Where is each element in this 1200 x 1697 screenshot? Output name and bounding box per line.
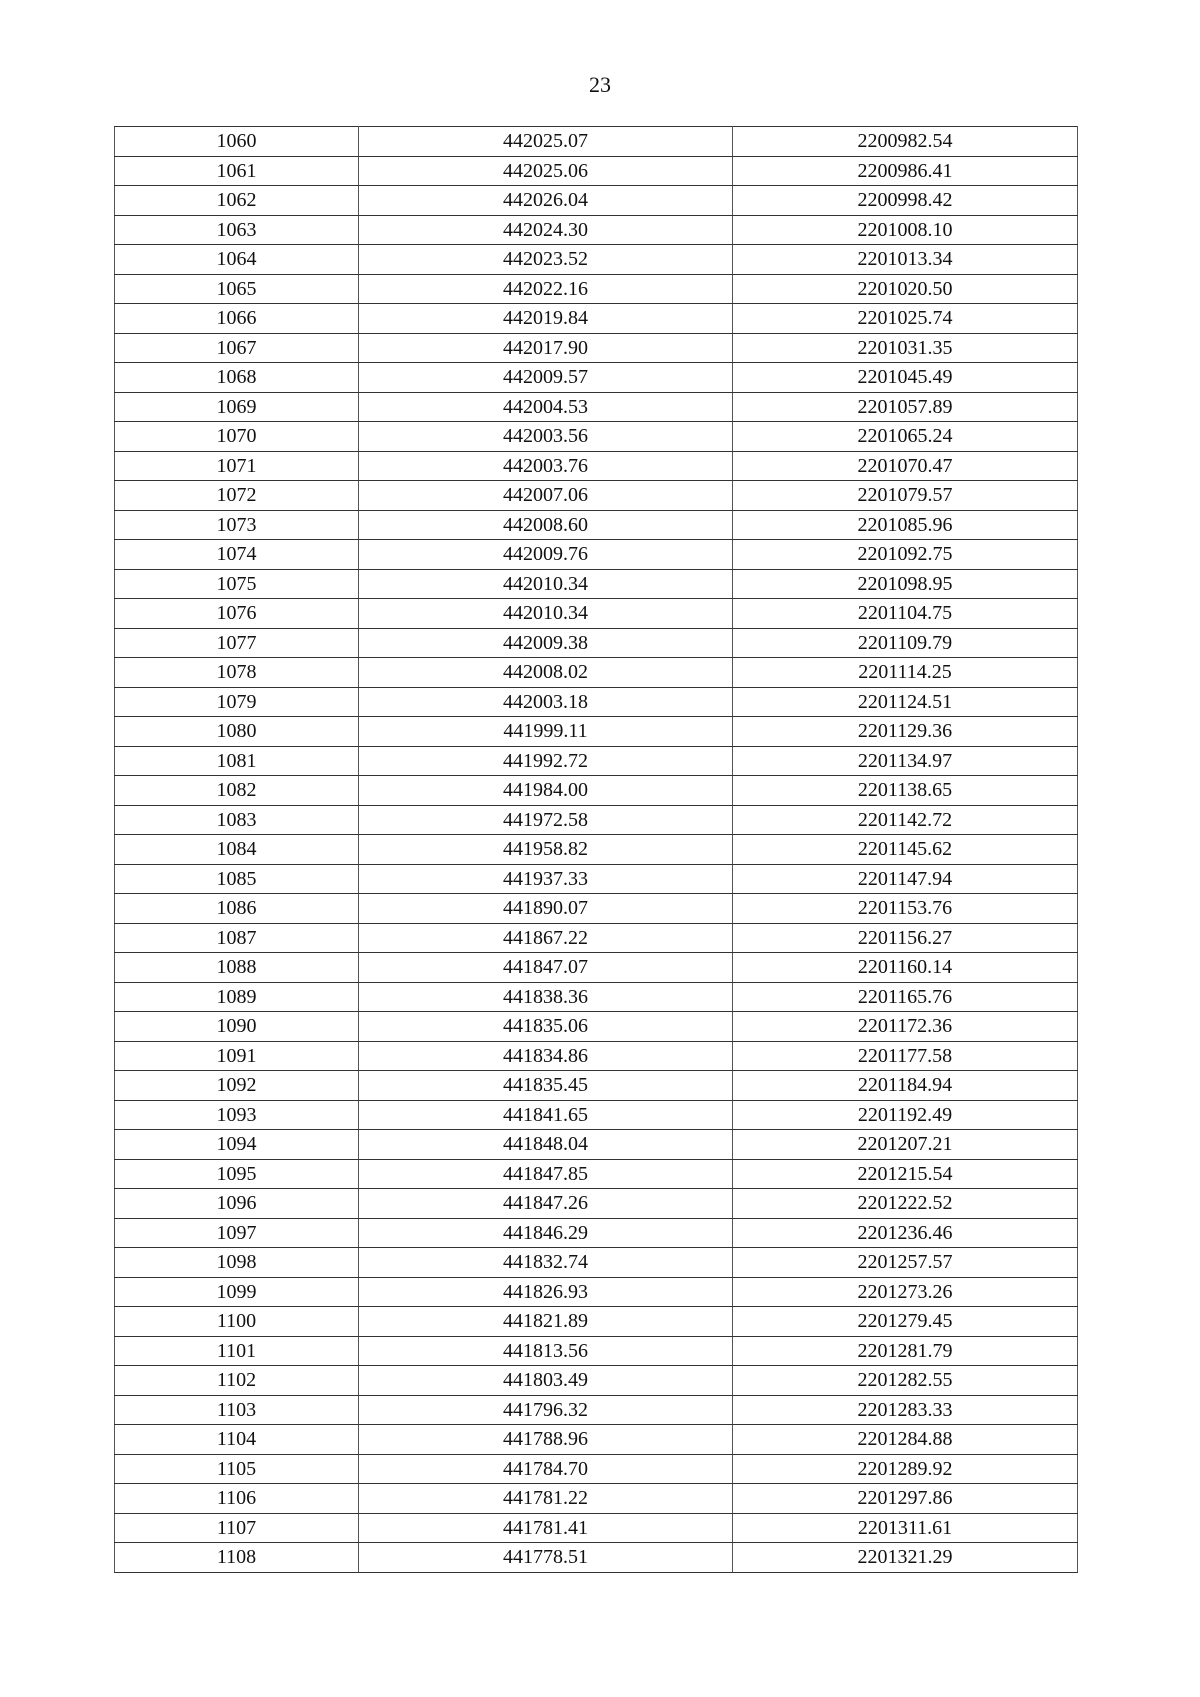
x-coordinate-cell: 441847.26 [359, 1189, 733, 1219]
point-number-cell: 1081 [115, 746, 359, 776]
point-number-cell: 1104 [115, 1425, 359, 1455]
table-row [115, 333, 1078, 363]
table-row [115, 1366, 1078, 1396]
table-row [115, 1543, 1078, 1573]
point-number-cell: 1068 [115, 363, 359, 393]
table-row [115, 746, 1078, 776]
y-coordinate-cell: 2201192.49 [733, 1100, 1078, 1130]
point-number-cell: 1084 [115, 835, 359, 865]
table-row [115, 1307, 1078, 1337]
x-coordinate-cell: 441788.96 [359, 1425, 733, 1455]
table-row [115, 776, 1078, 806]
y-coordinate-cell: 2201283.33 [733, 1395, 1078, 1425]
y-coordinate-cell: 2200982.54 [733, 127, 1078, 157]
y-coordinate-cell: 2201079.57 [733, 481, 1078, 511]
x-coordinate-cell: 441848.04 [359, 1130, 733, 1160]
y-coordinate-cell: 2201257.57 [733, 1248, 1078, 1278]
table-row [115, 1071, 1078, 1101]
y-coordinate-cell: 2201147.94 [733, 864, 1078, 894]
x-coordinate-cell: 442017.90 [359, 333, 733, 363]
point-number-cell: 1079 [115, 687, 359, 717]
y-coordinate-cell: 2201124.51 [733, 687, 1078, 717]
x-coordinate-cell: 442026.04 [359, 186, 733, 216]
table-row [115, 599, 1078, 629]
y-coordinate-cell: 2201065.24 [733, 422, 1078, 452]
point-number-cell: 1062 [115, 186, 359, 216]
y-coordinate-cell: 2201282.55 [733, 1366, 1078, 1396]
table-row [115, 835, 1078, 865]
x-coordinate-cell: 442019.84 [359, 304, 733, 334]
table-row [115, 392, 1078, 422]
table-row [115, 658, 1078, 688]
x-coordinate-cell: 442009.76 [359, 540, 733, 570]
point-number-cell: 1085 [115, 864, 359, 894]
point-number-cell: 1090 [115, 1012, 359, 1042]
table-row [115, 1336, 1078, 1366]
table-row [115, 1513, 1078, 1543]
x-coordinate-cell: 441846.29 [359, 1218, 733, 1248]
point-number-cell: 1100 [115, 1307, 359, 1337]
coordinates-table [114, 126, 1078, 1573]
x-coordinate-cell: 441778.51 [359, 1543, 733, 1573]
table-row [115, 953, 1078, 983]
y-coordinate-cell: 2201142.72 [733, 805, 1078, 835]
y-coordinate-cell: 2201013.34 [733, 245, 1078, 275]
x-coordinate-cell: 441972.58 [359, 805, 733, 835]
table-row [115, 1395, 1078, 1425]
table-row [115, 186, 1078, 216]
x-coordinate-cell: 441781.41 [359, 1513, 733, 1543]
x-coordinate-cell: 442003.56 [359, 422, 733, 452]
y-coordinate-cell: 2201289.92 [733, 1454, 1078, 1484]
table-row [115, 805, 1078, 835]
point-number-cell: 1103 [115, 1395, 359, 1425]
table-row [115, 1159, 1078, 1189]
point-number-cell: 1094 [115, 1130, 359, 1160]
point-number-cell: 1097 [115, 1218, 359, 1248]
point-number-cell: 1091 [115, 1041, 359, 1071]
y-coordinate-cell: 2201160.14 [733, 953, 1078, 983]
table-row [115, 1454, 1078, 1484]
point-number-cell: 1069 [115, 392, 359, 422]
point-number-cell: 1075 [115, 569, 359, 599]
x-coordinate-cell: 441826.93 [359, 1277, 733, 1307]
table-row [115, 864, 1078, 894]
x-coordinate-cell: 441958.82 [359, 835, 733, 865]
point-number-cell: 1076 [115, 599, 359, 629]
y-coordinate-cell: 2201031.35 [733, 333, 1078, 363]
point-number-cell: 1066 [115, 304, 359, 334]
point-number-cell: 1092 [115, 1071, 359, 1101]
y-coordinate-cell: 2201045.49 [733, 363, 1078, 393]
point-number-cell: 1098 [115, 1248, 359, 1278]
x-coordinate-cell: 441841.65 [359, 1100, 733, 1130]
x-coordinate-cell: 441835.45 [359, 1071, 733, 1101]
y-coordinate-cell: 2201134.97 [733, 746, 1078, 776]
y-coordinate-cell: 2201129.36 [733, 717, 1078, 747]
point-number-cell: 1072 [115, 481, 359, 511]
point-number-cell: 1099 [115, 1277, 359, 1307]
table-row [115, 304, 1078, 334]
y-coordinate-cell: 2201297.86 [733, 1484, 1078, 1514]
x-coordinate-cell: 441835.06 [359, 1012, 733, 1042]
x-coordinate-cell: 442025.06 [359, 156, 733, 186]
table-row [115, 1277, 1078, 1307]
point-number-cell: 1101 [115, 1336, 359, 1366]
table-row [115, 1218, 1078, 1248]
table-row [115, 422, 1078, 452]
x-coordinate-cell: 442003.76 [359, 451, 733, 481]
table-row [115, 510, 1078, 540]
x-coordinate-cell: 441890.07 [359, 894, 733, 924]
x-coordinate-cell: 442004.53 [359, 392, 733, 422]
point-number-cell: 1086 [115, 894, 359, 924]
table-row [115, 451, 1078, 481]
y-coordinate-cell: 2201098.95 [733, 569, 1078, 599]
x-coordinate-cell: 442009.57 [359, 363, 733, 393]
point-number-cell: 1071 [115, 451, 359, 481]
x-coordinate-cell: 441781.22 [359, 1484, 733, 1514]
y-coordinate-cell: 2201184.94 [733, 1071, 1078, 1101]
x-coordinate-cell: 441832.74 [359, 1248, 733, 1278]
y-coordinate-cell: 2201222.52 [733, 1189, 1078, 1219]
y-coordinate-cell: 2201284.88 [733, 1425, 1078, 1455]
point-number-cell: 1096 [115, 1189, 359, 1219]
x-coordinate-cell: 441813.56 [359, 1336, 733, 1366]
y-coordinate-cell: 2201104.75 [733, 599, 1078, 629]
x-coordinate-cell: 441992.72 [359, 746, 733, 776]
point-number-cell: 1089 [115, 982, 359, 1012]
x-coordinate-cell: 441784.70 [359, 1454, 733, 1484]
x-coordinate-cell: 441838.36 [359, 982, 733, 1012]
table-row [115, 481, 1078, 511]
table-row [115, 894, 1078, 924]
y-coordinate-cell: 2201114.25 [733, 658, 1078, 688]
x-coordinate-cell: 441984.00 [359, 776, 733, 806]
table-row [115, 1041, 1078, 1071]
point-number-cell: 1064 [115, 245, 359, 275]
table-row [115, 717, 1078, 747]
point-number-cell: 1095 [115, 1159, 359, 1189]
table-row [115, 156, 1078, 186]
y-coordinate-cell: 2201165.76 [733, 982, 1078, 1012]
point-number-cell: 1078 [115, 658, 359, 688]
x-coordinate-cell: 442023.52 [359, 245, 733, 275]
x-coordinate-cell: 441821.89 [359, 1307, 733, 1337]
table-row [115, 1425, 1078, 1455]
point-number-cell: 1088 [115, 953, 359, 983]
point-number-cell: 1093 [115, 1100, 359, 1130]
x-coordinate-cell: 441803.49 [359, 1366, 733, 1396]
y-coordinate-cell: 2201172.36 [733, 1012, 1078, 1042]
y-coordinate-cell: 2201215.54 [733, 1159, 1078, 1189]
table-row [115, 1130, 1078, 1160]
table-row [115, 274, 1078, 304]
x-coordinate-cell: 442007.06 [359, 481, 733, 511]
y-coordinate-cell: 2201177.58 [733, 1041, 1078, 1071]
y-coordinate-cell: 2201008.10 [733, 215, 1078, 245]
x-coordinate-cell: 442010.34 [359, 599, 733, 629]
x-coordinate-cell: 441999.11 [359, 717, 733, 747]
table-row [115, 1484, 1078, 1514]
y-coordinate-cell: 2201092.75 [733, 540, 1078, 570]
point-number-cell: 1107 [115, 1513, 359, 1543]
y-coordinate-cell: 2201207.21 [733, 1130, 1078, 1160]
point-number-cell: 1105 [115, 1454, 359, 1484]
x-coordinate-cell: 442003.18 [359, 687, 733, 717]
y-coordinate-cell: 2200998.42 [733, 186, 1078, 216]
page-number: 23 [589, 72, 611, 97]
point-number-cell: 1067 [115, 333, 359, 363]
x-coordinate-cell: 442009.38 [359, 628, 733, 658]
point-number-cell: 1106 [115, 1484, 359, 1514]
y-coordinate-cell: 2201020.50 [733, 274, 1078, 304]
x-coordinate-cell: 442024.30 [359, 215, 733, 245]
table-row [115, 245, 1078, 275]
y-coordinate-cell: 2201070.47 [733, 451, 1078, 481]
y-coordinate-cell: 2201057.89 [733, 392, 1078, 422]
y-coordinate-cell: 2201085.96 [733, 510, 1078, 540]
y-coordinate-cell: 2201273.26 [733, 1277, 1078, 1307]
x-coordinate-cell: 442025.07 [359, 127, 733, 157]
table-row [115, 982, 1078, 1012]
x-coordinate-cell: 441847.07 [359, 953, 733, 983]
point-number-cell: 1082 [115, 776, 359, 806]
y-coordinate-cell: 2201281.79 [733, 1336, 1078, 1366]
table-row [115, 628, 1078, 658]
x-coordinate-cell: 442008.02 [359, 658, 733, 688]
point-number-cell: 1070 [115, 422, 359, 452]
y-coordinate-cell: 2201156.27 [733, 923, 1078, 953]
x-coordinate-cell: 441867.22 [359, 923, 733, 953]
point-number-cell: 1073 [115, 510, 359, 540]
table-row [115, 215, 1078, 245]
y-coordinate-cell: 2201321.29 [733, 1543, 1078, 1573]
coordinates-table-body [115, 127, 1078, 1573]
table-row [115, 540, 1078, 570]
table-row [115, 923, 1078, 953]
x-coordinate-cell: 442008.60 [359, 510, 733, 540]
x-coordinate-cell: 441937.33 [359, 864, 733, 894]
x-coordinate-cell: 441847.85 [359, 1159, 733, 1189]
point-number-cell: 1061 [115, 156, 359, 186]
table-row [115, 1012, 1078, 1042]
y-coordinate-cell: 2200986.41 [733, 156, 1078, 186]
table-row [115, 569, 1078, 599]
point-number-cell: 1060 [115, 127, 359, 157]
point-number-cell: 1087 [115, 923, 359, 953]
point-number-cell: 1065 [115, 274, 359, 304]
y-coordinate-cell: 2201153.76 [733, 894, 1078, 924]
y-coordinate-cell: 2201279.45 [733, 1307, 1078, 1337]
y-coordinate-cell: 2201311.61 [733, 1513, 1078, 1543]
table-row [115, 1100, 1078, 1130]
y-coordinate-cell: 2201138.65 [733, 776, 1078, 806]
table-row [115, 127, 1078, 157]
x-coordinate-cell: 442010.34 [359, 569, 733, 599]
point-number-cell: 1083 [115, 805, 359, 835]
point-number-cell: 1074 [115, 540, 359, 570]
x-coordinate-cell: 441834.86 [359, 1041, 733, 1071]
y-coordinate-cell: 2201109.79 [733, 628, 1078, 658]
table-row [115, 1189, 1078, 1219]
x-coordinate-cell: 441796.32 [359, 1395, 733, 1425]
table-row [115, 1248, 1078, 1278]
y-coordinate-cell: 2201236.46 [733, 1218, 1078, 1248]
point-number-cell: 1108 [115, 1543, 359, 1573]
point-number-cell: 1080 [115, 717, 359, 747]
table-row [115, 363, 1078, 393]
table-row [115, 687, 1078, 717]
point-number-cell: 1077 [115, 628, 359, 658]
y-coordinate-cell: 2201145.62 [733, 835, 1078, 865]
point-number-cell: 1102 [115, 1366, 359, 1396]
point-number-cell: 1063 [115, 215, 359, 245]
x-coordinate-cell: 442022.16 [359, 274, 733, 304]
y-coordinate-cell: 2201025.74 [733, 304, 1078, 334]
